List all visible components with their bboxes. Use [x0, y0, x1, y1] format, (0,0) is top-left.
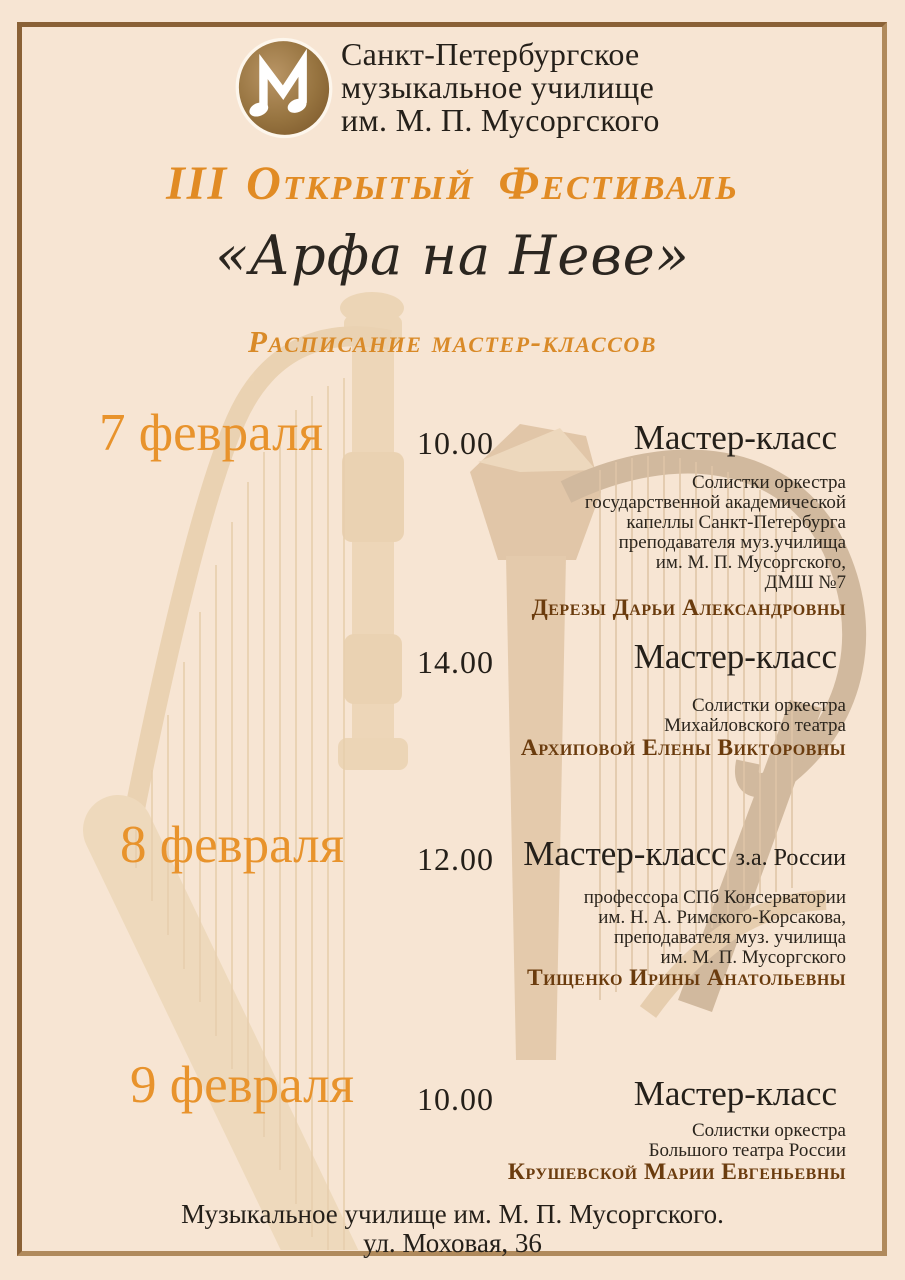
address-line: ул. Моховая, 36 — [363, 1228, 542, 1258]
festival-script-title: «Арфа на Неве» — [215, 224, 690, 287]
event-kind — [634, 1074, 846, 1114]
event-kind — [634, 637, 846, 677]
performer-name: Крушевской Марии Евгеньевны — [507, 1159, 846, 1185]
org-header — [0, 0, 905, 160]
detail-line: Солистки оркестра — [691, 695, 846, 716]
event-time: 10.00 — [417, 1081, 494, 1117]
event-kind — [523, 834, 846, 874]
detail-line: им. М. П. Мусоргского — [660, 947, 846, 968]
performer-name: Тищенко Ирины Анатольевны — [526, 965, 846, 991]
festival-edition: III — [166, 157, 229, 210]
event-time: 10.00 — [417, 425, 494, 461]
detail-line: Большого театра России — [648, 1140, 846, 1161]
event-kind-label: Мастер-класс — [523, 834, 727, 873]
event-details — [585, 473, 846, 593]
event-kind — [634, 418, 846, 458]
venue-line: Музыкальное училище им. М. П. Мусоргского. — [181, 1199, 724, 1229]
event-details — [584, 888, 846, 968]
event-kind-suffix: з.а. России — [735, 845, 846, 871]
detail-line: капеллы Санкт-Петербурга — [626, 512, 846, 533]
event-date: 7 февраля — [99, 404, 323, 462]
detail-line: Солистки оркестра — [691, 1120, 846, 1141]
event-time: 14.00 — [417, 644, 494, 680]
music-note-monogram-icon — [228, 33, 340, 143]
event-details — [664, 696, 846, 736]
detail-line: преподавателя муз.училища — [618, 532, 846, 553]
org-name-line: музыкальное училище — [341, 69, 655, 105]
venue-address — [0, 1200, 905, 1258]
detail-line: Михайловского театра — [664, 715, 846, 736]
org-name — [341, 38, 660, 137]
detail-line: ДМШ №7 — [764, 572, 846, 593]
detail-line: им. Н. А. Римского-Корсакова, — [598, 907, 846, 928]
event-date: 8 февраля — [120, 816, 344, 874]
event-kind-label: Мастер-класс — [633, 637, 837, 676]
detail-line: государственной академической — [584, 492, 846, 513]
detail-line: Солистки оркестра — [691, 472, 846, 493]
schedule-heading: Расписание мастер-классов — [248, 324, 657, 359]
event-kind-label: Мастер-класс — [633, 1074, 837, 1113]
performer-name: Архиповой Елены Викторовны — [520, 735, 846, 761]
detail-line: им. М. П. Мусоргского, — [655, 552, 846, 573]
festival-title-text: Открытый Фестиваль — [246, 157, 739, 210]
festival-title — [0, 156, 905, 211]
event-kind-label: Мастер-класс — [633, 418, 837, 457]
org-name-line: им. М. П. Мусоргского — [341, 102, 660, 138]
org-name-line: Санкт-Петербургское — [341, 36, 640, 72]
performer-name: Дерезы Дарьи Александровны — [531, 595, 846, 621]
event-time: 12.00 — [417, 841, 494, 877]
event-date: 9 февраля — [130, 1056, 354, 1114]
detail-line: профессора СПб Консерватории — [583, 887, 846, 908]
event-details — [649, 1121, 846, 1161]
detail-line: преподавателя муз. училища — [613, 927, 846, 948]
